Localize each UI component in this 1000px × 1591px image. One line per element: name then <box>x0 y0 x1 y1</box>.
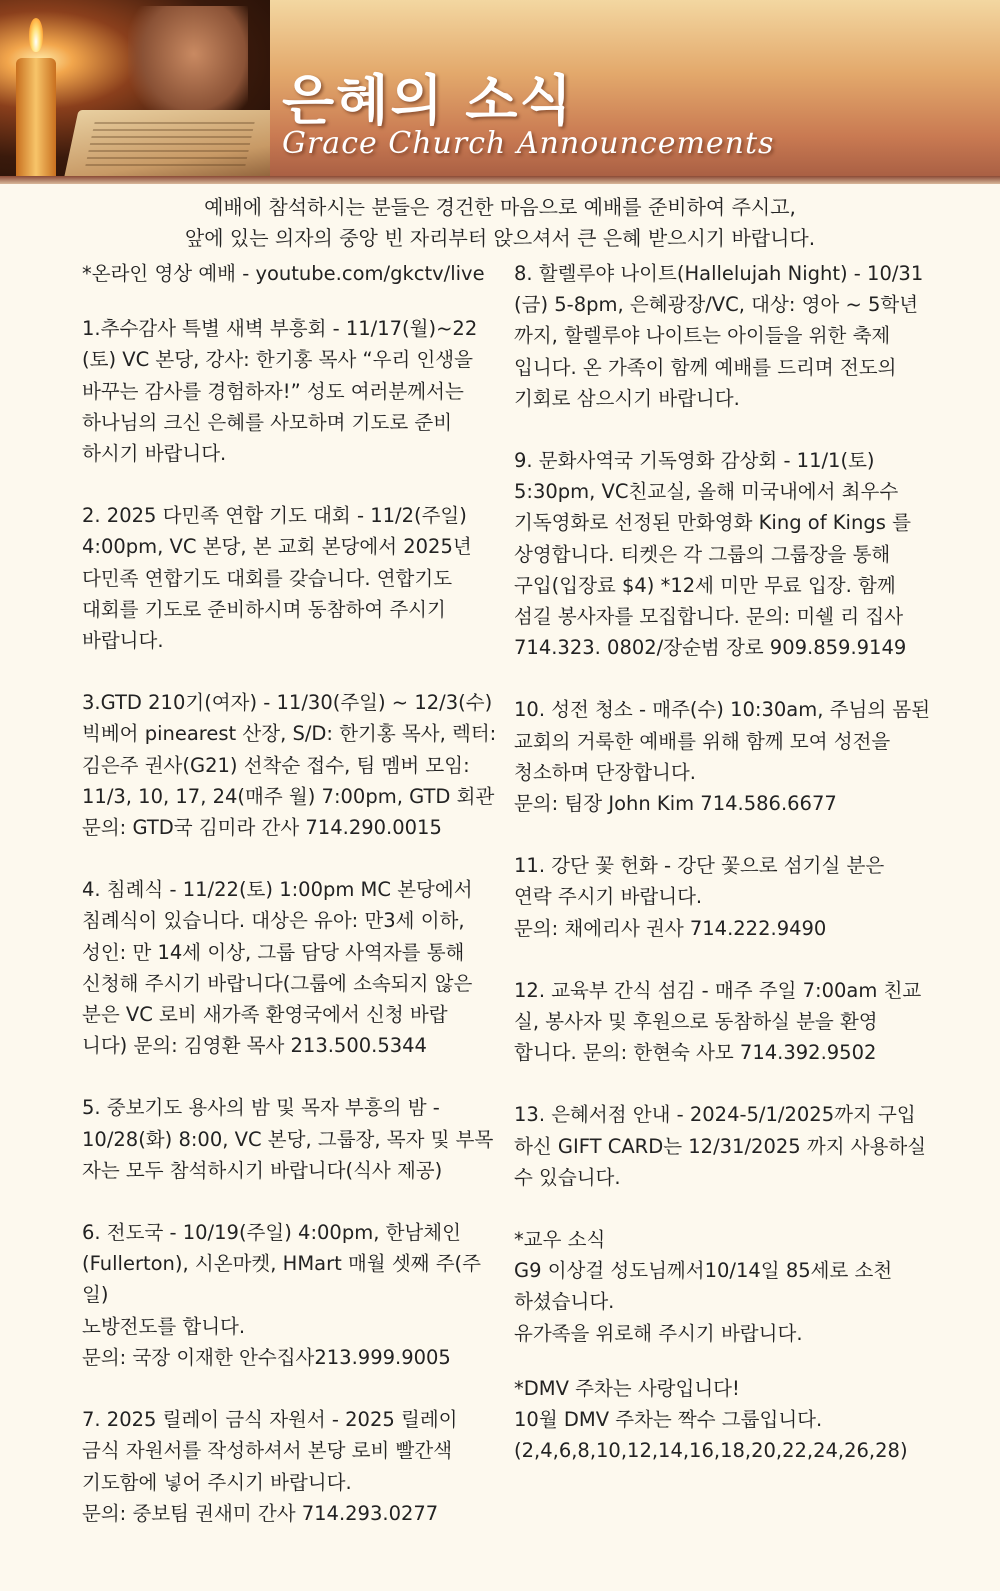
announcement-item: 1.추수감사 특별 새벽 부흥회 - 11/17(월)~22 (토) VC 본당, 강사: 한기홍 목사 “우리 인생을 바꾸는 감사를 경험하자!” 성도 여러분께서는 하나님의 크신 은혜를 사모하며 기도로 준비 하시기 바랍니다. <box>82 317 478 466</box>
header-banner <box>0 0 1000 182</box>
page-subtitle: Grace Church Announcements <box>282 126 775 161</box>
announcement-item: 12. 교육부 간식 섬김 - 매주 주일 7:00am 친교 실, 봉사자 및 후원으로 동참하실 분을 환영 합니다. 문의: 한현숙 사모 714.392.9502 <box>514 978 922 1065</box>
announcement-item: 11. 강단 꽃 헌화 - 강단 꽃으로 섬기실 분은 연락 주시기 바랍니다. 문의: 채에리사 권사 714.222.9490 <box>514 854 885 940</box>
page-title: 은혜의 소식 <box>282 69 574 132</box>
intro-line: 예배에 참석하시는 분들은 경건한 마음으로 예배를 준비하여 주시고, <box>204 195 796 219</box>
announcement-item: 6. 전도국 - 10/19(주일) 4:00pm, 한남체인 (Fullerton), 시온마켓, HMart 매월 셋째 주(주일) 노방전도를 합니다. 문의: 국장 이재한 안수집사213.999.9005 <box>82 1221 481 1369</box>
banner-divider <box>0 176 1000 184</box>
announcement-item: 9. 문화사역국 기독영화 감상회 - 11/1(토) 5:30pm, VC친교실, 올해 미국내에서 최우수 기독영화로 선정된 만화영화 King of Kings 를 상영합니다. 티켓은 각 그룹의 그룹장을 통해 구입(입장료 $4) *12세 미만 무료 입장. 함께 섬길 봉사자를 모집합니다. 문의: 미쉘 리 집사 714.323. 0802/장순범 장로 909.859.9149 <box>514 449 911 660</box>
announcement-item: 2. 2025 다민족 연합 기도 대회 - 11/2(주일) 4:00pm, VC 본당, 본 교회 본당에서 2025년 다민족 연합기도 대회를 갖습니다. 연합기도 대회를 기도로 준비하시며 동참하여 주시기 바랍니다. <box>82 504 472 653</box>
intro-text <box>0 192 1000 254</box>
announcement-item: 3.GTD 210기(여자) - 11/30(주일) ~ 12/3(수) 빅베어 pinearest 산장, S/D: 한기홍 목사, 렉터: 김은주 권사(G21) 선착순 접수, 팀 멤버 모임: 11/3, 10, 17, 24(매주 월) 7:00pm, GTD 회관 문의: GTD국 김미라 간사 714.290.0015 <box>82 691 497 840</box>
left-column <box>82 258 502 1560</box>
announcement-item: 4. 침례식 - 11/22(토) 1:00pm MC 본당에서 침례식이 있습니다. 대상은 유아: 만3세 이하, 성인: 만 14세 이상, 그룹 담당 사역자를 통해 신청해 주시기 바랍니다(그룹에 소속되지 않은 분은 VC 로비 새가족 환영국에서 신청 바랍 니다) 문의: 김영환 목사 213.500.5344 <box>82 878 473 1058</box>
announcement-item: 8. 할렐루야 나이트(Hallelujah Night) - 10/31 (금) 5-8pm, 은혜광장/VC, 대상: 영아 ~ 5학년 까지, 할렐루야 나이트는 아이들을 위한 축제 입니다. 온 가족이 함께 예배를 드리며 전도의 기회로 삼으시기 바랍니다. <box>514 262 924 410</box>
candle-icon <box>16 58 56 176</box>
intro-line: 앞에 있는 의자의 중앙 빈 자리부터 앉으셔서 큰 은혜 받으시기 바랍니다. <box>184 226 816 250</box>
announcement-item: *DMV 주차는 사랑입니다! 10월 DMV 주차는 짝수 그룹입니다. (2,4,6,8,10,12,14,16,18,20,22,24,26,28) <box>514 1376 908 1463</box>
candle-flame-icon <box>29 18 43 52</box>
bible-text-lines <box>85 122 254 166</box>
announcement-item: 13. 은혜서점 안내 - 2024-5/1/2025까지 구입 하신 GIFT CARD는 12/31/2025 까지 사용하실 수 있습니다. <box>514 1103 927 1189</box>
candle-bible-photo <box>0 0 270 176</box>
praying-hands-image <box>128 6 248 126</box>
announcement-item: 10. 성전 청소 - 매주(수) 10:30am, 주님의 몸된 교회의 거룩한 예배를 위해 함께 모여 성전을 청소하며 단장합니다. 문의: 팀장 John Kim 714.586.6677 <box>514 698 931 816</box>
announcement-item: 7. 2025 릴레이 금식 자원서 - 2025 릴레이 금식 자원서를 작성하셔서 본당 로비 빨간색 기도함에 넣어 주시기 바랍니다. 문의: 중보팀 권새미 간사 714.293.0277 <box>82 1408 458 1525</box>
right-column <box>514 258 934 1498</box>
announcement-item: *온라인 영상 예배 - youtube.com/gkctv/live <box>82 262 485 285</box>
announcement-item: 5. 중보기도 용사의 밤 및 목자 부흥의 밤 - 10/28(화) 8:00, VC 본당, 그룹장, 목자 및 부목 자는 모두 참석하시기 바랍니다(식사 제공) <box>82 1096 494 1182</box>
announcement-item: *교우 소식 G9 이상걸 성도님께서10/14일 85세로 소천 하셨습니다. 유가족을 위로해 주시기 바랍니다. <box>514 1228 893 1345</box>
